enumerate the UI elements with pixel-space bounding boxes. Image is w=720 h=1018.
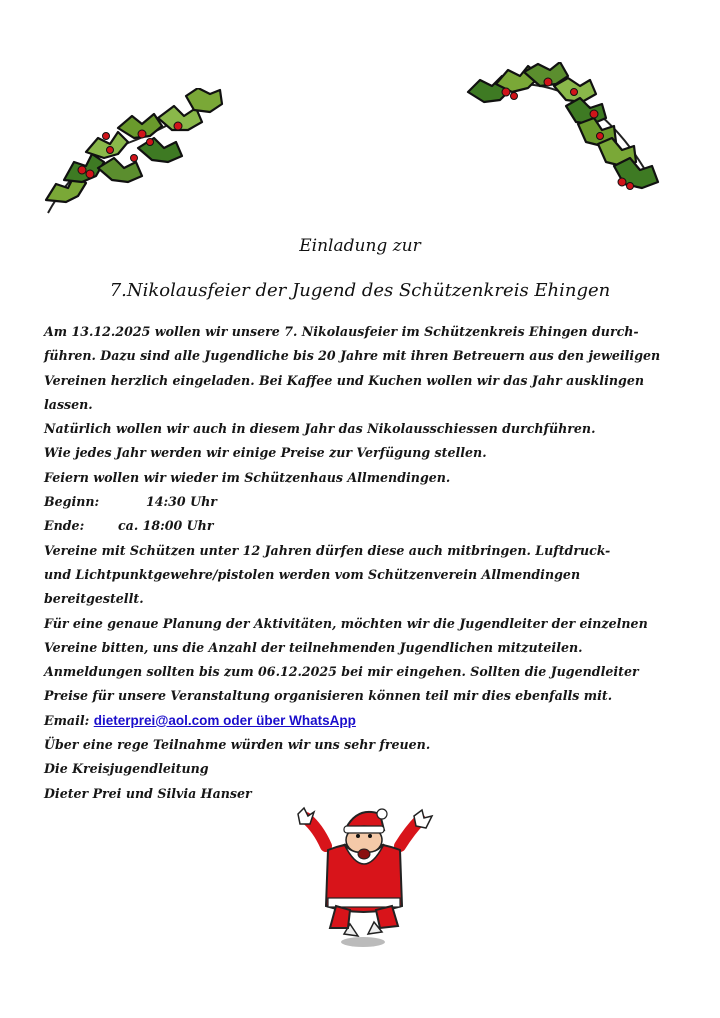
start-time-value: 14:30 Uhr [146, 494, 217, 510]
paragraph-line: Für eine genaue Planung der Aktivitäten, möchten wir die Jugendleiter der einzelnen [44, 615, 648, 631]
santa-image [288, 806, 438, 956]
holly-right-image [462, 62, 667, 197]
holly-left-image [38, 88, 228, 223]
end-time-row [44, 514, 684, 538]
paragraph-line: und Lichtpunktgewehre/pistolen werden vom Schützenverein Allmendingen [44, 566, 581, 582]
paragraph-line: Am 13.12.2025 wollen wir unsere 7. Nikolausfeier im Schützenkreis Ehingen durch- [44, 324, 639, 339]
paragraph-line: lassen. [44, 396, 93, 412]
closing-line: Über eine rege Teilnahme würden wir uns sehr freuen. [44, 737, 431, 753]
paragraph-line: Anmeldungen sollten bis zum 06.12.2025 bei mir eingehen. Sollten die Jugendleiter [44, 664, 639, 680]
start-time-label: Beginn: [44, 494, 100, 510]
end-time-label: Ende: [44, 518, 85, 534]
paragraph-line: Feiern wollen wir wieder im Schützenhaus Allmendingen. [44, 469, 451, 485]
paragraph-line: Vereine mit Schützen unter 12 Jahren dürfen diese auch mitbringen. Luftdruck- [44, 542, 611, 558]
paragraph-line: Preise für unsere Veranstaltung organisieren können teil mir dies ebenfalls mit. [44, 688, 613, 704]
email-label: Email: [44, 712, 90, 728]
invitation-body [44, 320, 684, 806]
paragraph-line: Natürlich wollen wir auch in diesem Jahr das Nikolausschiessen durchführen. [44, 421, 596, 437]
event-title: 7.Nikolausfeier der Jugend des Schützenkreis Ehingen [109, 280, 611, 301]
paragraph-line: Vereinen herzlich eingeladen. Bei Kaffee und Kuchen wollen wir das Jahr ausklingen [44, 372, 644, 388]
end-time-value: ca. 18:00 Uhr [118, 518, 214, 534]
paragraph-line: Vereine bitten, uns die Anzahl der teilnehmenden Jugendlichen mitzuteilen. [44, 639, 583, 655]
start-time-row [44, 490, 684, 514]
signature-names: Dieter Prei und Silvia Hanser [44, 785, 252, 801]
email-row [44, 709, 684, 733]
invitation-heading: Einladung zur [299, 236, 421, 256]
email-link[interactable]: dieterprei@aol.com oder über WhatsApp [93, 712, 356, 728]
paragraph-line: Wie jedes Jahr werden wir einige Preise zur Verfügung stellen. [44, 445, 487, 461]
signature-org: Die Kreisjugendleitung [44, 761, 209, 777]
paragraph-line: führen. Dazu sind alle Jugendliche bis 20 Jahre mit ihren Betreuern aus den jeweiligen [44, 348, 661, 364]
paragraph-line: bereitgestellt. [44, 591, 144, 607]
